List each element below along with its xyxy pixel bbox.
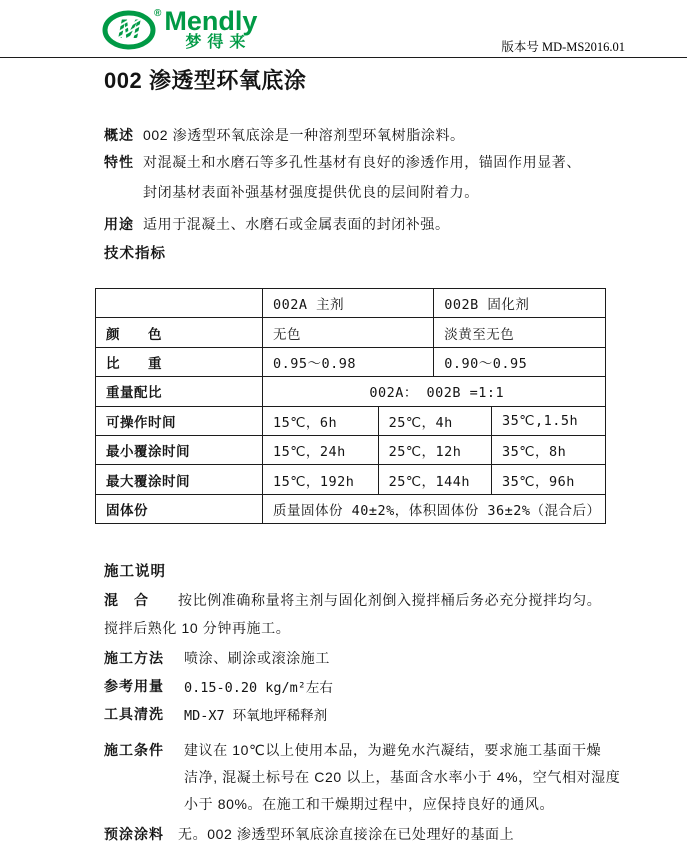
gravity-label: 比 重 [96,347,263,376]
potlife-15c: 15℃，6h [263,406,379,435]
method-text: 喷涂、刷涂或滚涂施工 [184,650,330,666]
min-recoat-label: 最小覆涂时间 [96,435,263,464]
overview-text: 002 渗透型环氧底涂是一种溶剂型环氧树脂涂料。 [143,127,465,143]
table-row-potlife [96,406,606,435]
registered-trademark-icon: ® [154,8,162,19]
overview-label: 概述 [104,127,134,143]
min-recoat-25c: 25℃，12h [378,435,491,464]
cleaning-label: 工具清洗 [104,706,164,722]
page-title: 002 渗透型环氧底涂 [104,68,307,93]
brand-wordmark [164,8,257,52]
max-recoat-15c: 15℃，192h [263,465,379,494]
mixing-text: 按比例准确称量将主剂与固化剂倒入搅拌桶后务必充分搅拌均匀。 [178,592,602,608]
solids-label: 固体份 [96,494,263,523]
mendly-oval-m-icon [102,8,158,50]
cleaning-text: MD-X7 环氧地坪稀释剂 [184,708,328,724]
brand-name-latin: Mendly [164,6,258,36]
precoat-text: 无。002 渗透型环氧底涂直接涂在已处理好的基面上 [178,826,515,842]
table-row-solids [96,494,606,523]
conditions-text-line3: 小于 80%。在施工和干燥期过程中，应保持良好的通风。 [184,796,555,812]
features-label: 特性 [104,154,134,170]
dosage-label: 参考用量 [104,678,164,694]
ratio-label: 重量配比 [96,377,263,406]
brand-name-chinese: 梦得来 [185,34,252,51]
potlife-label: 可操作时间 [96,406,263,435]
potlife-35c: 35℃,1.5h [492,406,606,435]
ratio-value: 002A： 002B =1:1 [263,377,606,406]
min-recoat-15c: 15℃，24h [263,435,379,464]
column-header-002b: 002B 固化剂 [434,289,605,318]
table-row-min-recoat [96,435,606,464]
color-002a: 无色 [263,318,434,347]
solids-value: 质量固体份 40±2%，体积固体份 36±2%（混合后） [263,494,606,523]
version-number: 版本号 MD-MS2016.01 [501,40,625,54]
brand-logo [102,8,257,52]
potlife-25c: 25℃，4h [378,406,491,435]
table-row-gravity [96,347,606,376]
conditions-label: 施工条件 [104,742,164,758]
method-label: 施工方法 [104,650,164,666]
application-heading: 施工说明 [104,564,166,580]
conditions-text-line2: 洁净, 混凝土标号在 C20 以上，基面含水率小于 4%，空气相对湿度 [184,769,621,785]
table-row-ratio [96,377,606,406]
svg-text:M: M [117,14,141,44]
max-recoat-25c: 25℃，144h [378,465,491,494]
table-row-header [96,289,606,318]
table-row-max-recoat [96,465,606,494]
usage-text: 适用于混凝土、水磨石或金属表面的封闭补强。 [143,216,450,232]
tech-specs-table [95,288,606,524]
table-corner-cell [96,289,263,318]
tech-specs-heading: 技术指标 [104,246,166,262]
features-text: 对混凝土和水磨石等多孔性基材有良好的渗透作用，锚固作用显著、封闭基材表面补强基材强度提供优良的层间附着力。 [143,154,581,200]
table-row-color [96,318,606,347]
color-002b: 淡黄至无色 [434,318,605,347]
precoat-label: 预涂涂料 [104,826,164,842]
mixing-text-continued: 搅拌后熟化 10 分钟再施工。 [104,620,291,636]
header-divider [0,57,687,58]
conditions-text-line1: 建议在 10℃以上使用本品，为避免水汽凝结，要求施工基面干燥 [184,742,602,758]
gravity-002b: 0.90～0.95 [434,347,605,376]
min-recoat-35c: 35℃，8h [492,435,606,464]
dosage-text: 0.15-0.20 kg/m²左右 [184,680,333,696]
mixing-label: 混 合 [104,592,149,608]
color-label: 颜 色 [96,318,263,347]
gravity-002a: 0.95～0.98 [263,347,434,376]
max-recoat-label: 最大覆涂时间 [96,465,263,494]
usage-label: 用途 [104,216,134,232]
column-header-002a: 002A 主剂 [263,289,434,318]
max-recoat-35c: 35℃，96h [492,465,606,494]
